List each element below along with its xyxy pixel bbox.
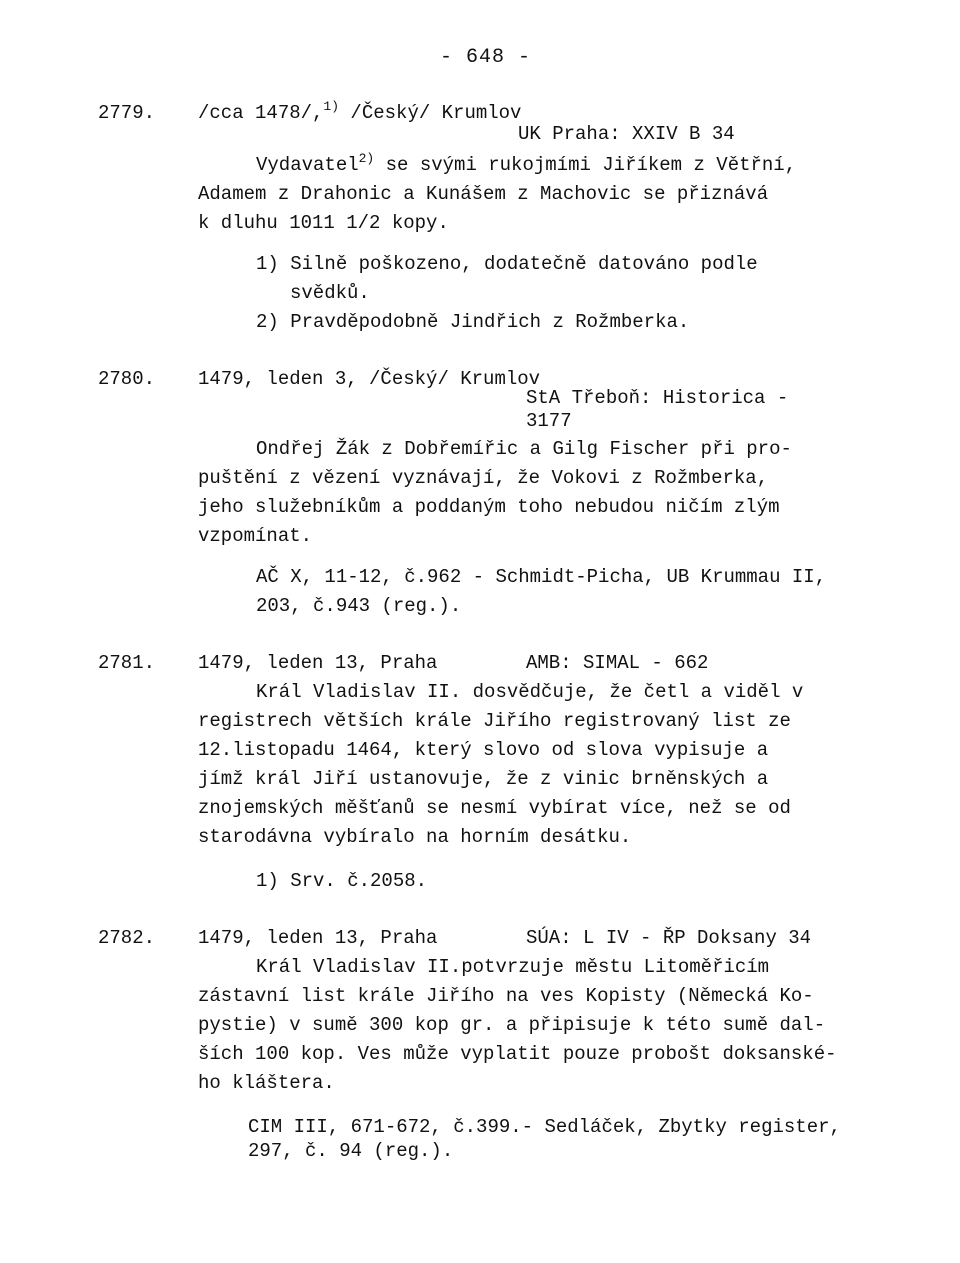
footnote: svědků. xyxy=(290,282,370,304)
body-line: puštění z vězení vyznávají, že Vokovi z Rožmberka, xyxy=(198,467,769,489)
body-line: 12.listopadu 1464, který slovo od slova vypisuje a xyxy=(198,739,769,761)
entry-header: 1479, leden 3, /Český/ Krumlov xyxy=(198,368,541,390)
entry-header: 1479, leden 13, Praha xyxy=(198,927,438,949)
body-line: Ondřej Žák z Dobřemířic a Gilg Fischer při pro- xyxy=(256,438,792,460)
page-number: - 648 - xyxy=(440,46,532,69)
body-line: pystie) v sumě 300 kop gr. a připisuje k této sumě dal- xyxy=(198,1014,826,1036)
reference: 297, č. 94 (reg.). xyxy=(248,1140,454,1162)
body-text: se svými rukojmími Jiříkem z Větřní, xyxy=(374,154,797,176)
body-line: starodávna vybíralo na horním desátku. xyxy=(198,826,632,848)
archive-signature: AMB: SIMAL - 662 xyxy=(526,652,709,674)
footnote: 1) Silně poškozeno, dodatečně datováno podle xyxy=(256,253,758,275)
body-line: jímž král Jiří ustanovuje, že z vinic brněnských a xyxy=(198,768,769,790)
archive-signature: SÚA: L IV - ŘP Doksany 34 xyxy=(526,927,812,949)
entry-date: /cca 1478/, xyxy=(198,102,324,124)
entry-number: 2779. xyxy=(98,102,156,124)
entry-header: 1479, leden 13, Praha xyxy=(198,652,438,674)
entry-header xyxy=(198,99,522,124)
reference: 203, č.943 (reg.). xyxy=(256,595,462,617)
archive-signature: UK Praha: XXIV B 34 xyxy=(518,123,735,145)
archive-signature: StA Třeboň: Historica - xyxy=(526,387,789,409)
archive-signature: 3177 xyxy=(526,410,572,432)
entry-place: /Český/ Krumlov xyxy=(339,102,522,124)
reference: CIM III, 671-672, č.399.- Sedláček, Zbytky register, xyxy=(248,1116,841,1138)
body-line: Král Vladislav II. dosvědčuje, že četl a viděl v xyxy=(256,681,804,703)
body-line: znojemských měšťanů se nesmí vybírat více, než se od xyxy=(198,797,791,819)
body-line: ho kláštera. xyxy=(198,1072,335,1094)
footnote: 2) Pravděpodobně Jindřich z Rožmberka. xyxy=(256,311,690,333)
body-line: ších 100 kop. Ves může vyplatit pouze probošt doksanské- xyxy=(198,1043,837,1065)
footnote: 1) Srv. č.2058. xyxy=(256,870,428,892)
body-line: jeho služebníkům a poddaným toho nebudou ničím zlým xyxy=(198,496,780,518)
body-line: zástavní list krále Jiřího na ves Kopisty (Německá Ko- xyxy=(198,985,814,1007)
footnote-mark: 1) xyxy=(323,99,340,114)
footnote-mark: 2) xyxy=(358,151,375,166)
body-word: Vydavatel xyxy=(256,154,359,176)
body-line: k dluhu 1011 1/2 kopy. xyxy=(198,212,449,234)
body-line: vzpomínat. xyxy=(198,525,313,547)
body-line: registrech větších krále Jiřího registrovaný list ze xyxy=(198,710,791,732)
entry-number: 2781. xyxy=(98,652,156,674)
body-line: Král Vladislav II.potvrzuje městu Litoměřicím xyxy=(256,956,770,978)
entry-number: 2780. xyxy=(98,368,156,390)
entry-number: 2782. xyxy=(98,927,156,949)
reference: AČ X, 11-12, č.962 - Schmidt-Picha, UB Krummau II, xyxy=(256,566,827,588)
body-line: Adamem z Drahonic a Kunášem z Machovic se přiznává xyxy=(198,183,769,205)
body-line xyxy=(256,151,797,176)
